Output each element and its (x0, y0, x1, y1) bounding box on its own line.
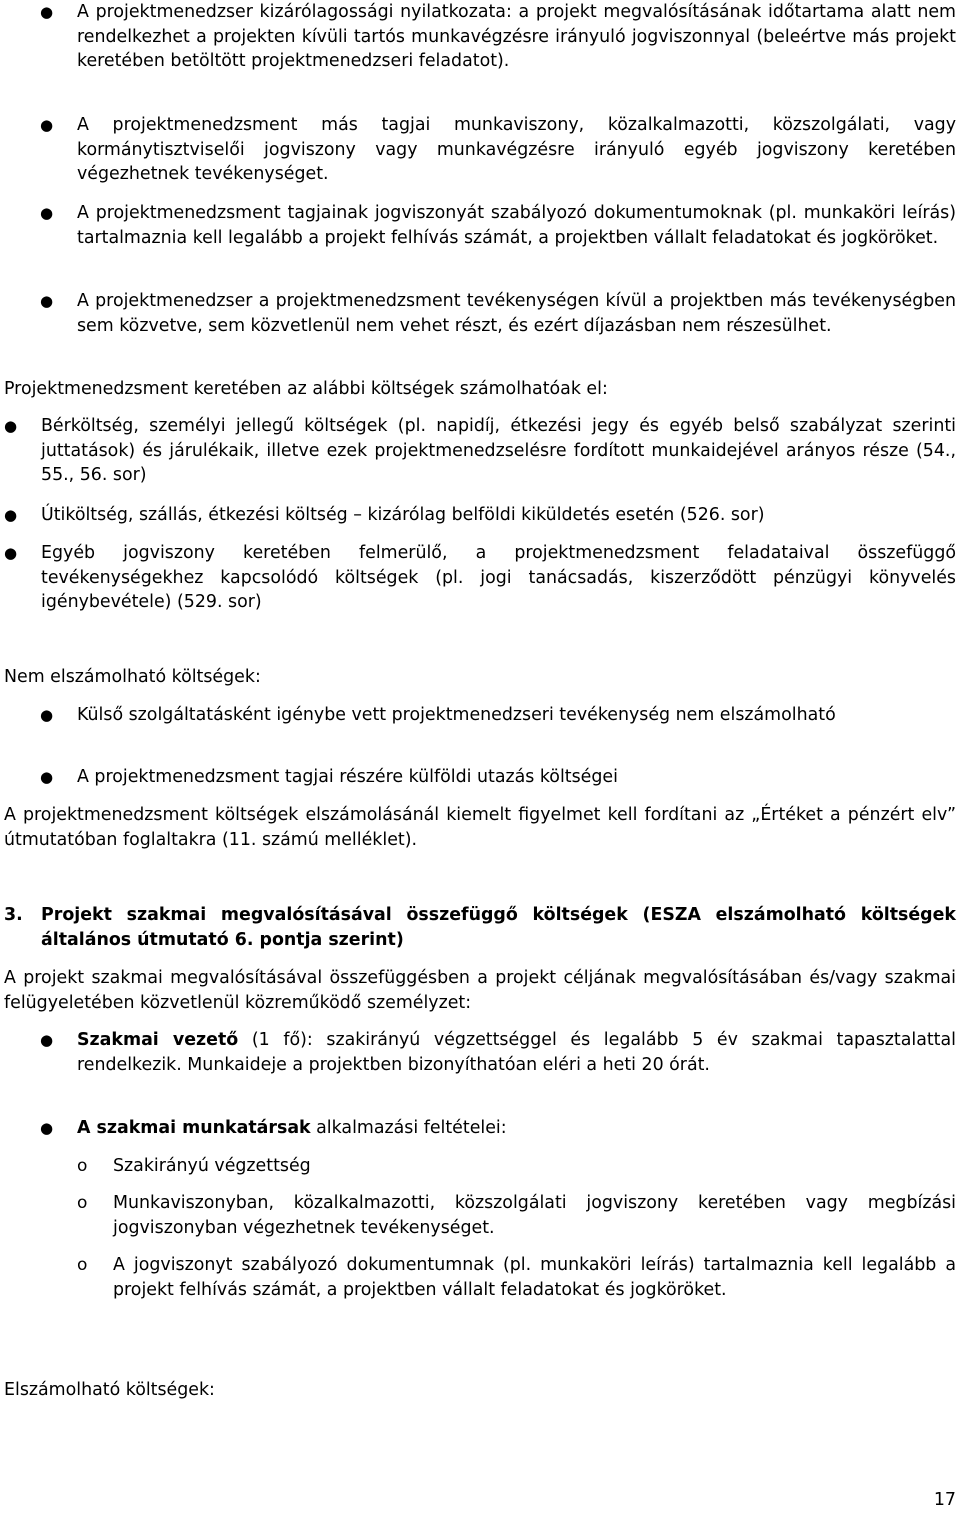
bullet-text: Bérköltség, személyi jellegű költségek (pl. napidíj, étkezési jegy és egyéb belső szabályzat szerinti juttatások) és járulékaik, illetve ezek projektmenedzselésre fordított munkaidejével arányos része (54., 55., 56. sor) (41, 416, 956, 485)
bullet-icon: ● (40, 116, 54, 134)
section-number: 3. (4, 905, 23, 925)
bullet-text: A projektmenedzser a projektmenedzsment tevékenységen kívül a projektben más tevékenységben sem közvetve, sem közvetlenül nem vehet részt, és ezért díjazásban nem részesülhet. (77, 291, 956, 336)
sub-list-item (4, 1191, 956, 1240)
bullet-icon: ● (40, 1119, 54, 1137)
bullet-item (4, 765, 956, 790)
circle-bullet-icon: o (77, 1255, 88, 1275)
lead-role: Szakmai vezető (77, 1030, 239, 1050)
sub-list-item (4, 1154, 956, 1179)
bullet-item (4, 201, 956, 250)
section-heading (4, 903, 956, 952)
staff-role: A szakmai munkatársak (77, 1118, 311, 1138)
section-title: Projekt szakmai megvalósításával összefüggő költségek (ESZA elszámolható költségek általános útmutató 6. pontja szerint) (41, 905, 956, 950)
bullet-text (77, 1028, 956, 1077)
sub-list-item (4, 1253, 956, 1302)
bullet-item (4, 541, 956, 615)
bullet-item (4, 1116, 956, 1141)
bullet-text: Útiköltség, szállás, étkezési költség – kizárólag belföldi kiküldetés esetén (526. sor) (41, 505, 765, 525)
bullet-icon: ● (40, 3, 54, 21)
bullet-icon: ● (4, 506, 18, 524)
non-eligible-title: Nem elszámolható költségek: (4, 667, 261, 687)
sub-list-text: Munkaviszonyban, közalkalmazotti, közszolgálati jogviszony keretében vagy megbízási jogviszonyban végezhetnek tevékenységet. (113, 1193, 956, 1238)
sub-list-text: A jogviszonyt szabályozó dokumentumnak (pl. munkaköri leírás) tartalmaznia kell legalább a projekt felhívás számát, a projektben vállalt feladatokat és jogköröket. (113, 1255, 956, 1300)
bullet-icon: ● (4, 417, 18, 435)
bullet-text: A projektmenedzsment tagjainak jogviszonyát szabályozó dokumentumoknak (pl. munkaköri leírás) tartalmaznia kell legalább a projekt felhívás számát, a projektben vállalt feladatokat és jogköröket. (77, 203, 956, 248)
bullet-item (4, 113, 956, 187)
bullet-icon: ● (40, 1031, 54, 1049)
bullet-text: A projektmenedzser kizárólagossági nyilatkozata: a projekt megvalósításának időtartama alatt nem rendelkezhet a projekten kívüli tartós munkavégzésre irányuló jogviszonnyal (beleértve más projekt keretében betöltött projektmenedzseri feladatot). (77, 2, 956, 71)
bullet-icon: ● (40, 706, 54, 724)
bullet-item (4, 703, 956, 728)
circle-bullet-icon: o (77, 1156, 88, 1176)
lead-description: (1 fő): szakirányú végzettséggel és legalább 5 év szakmai tapasztalattal rendelkezik. Munkaideje a projektben bizonyíthatóan eléri a heti 20 órát. (77, 1030, 956, 1075)
bullet-item (4, 0, 956, 74)
bullet-icon: ● (4, 544, 18, 562)
bullet-item (4, 1028, 956, 1077)
staff-description: alkalmazási feltételei: (310, 1118, 507, 1138)
bullet-text (77, 1116, 956, 1141)
bullet-text: Külső szolgáltatásként igénybe vett projektmenedzseri tevékenység nem elszámolható (77, 705, 836, 725)
sub-list-text: Szakirányú végzettség (113, 1156, 311, 1176)
bullet-item (4, 414, 956, 488)
page-number: 17 (933, 1490, 956, 1510)
section-intro: A projekt szakmai megvalósításával összefüggésben a projekt céljának megvalósításában és/vagy szakmai felügyeletében közvetlenül közreműködő személyzet: (4, 968, 956, 1013)
bullet-text: Egyéb jogviszony keretében felmerülő, a projektmenedzsment feladataival összefüggő tevékenységekhez kapcsolódó költségek (pl. jogi tanácsadás, kiszerződött pénzügyi könyvelés igénybevétele) (529. sor) (41, 543, 956, 612)
value-for-money-note: A projektmenedzsment költségek elszámolásánál kiemelt figyelmet kell fordítani az „Értéket a pénzért elv” útmutatóban foglaltakra (11. számú melléklet). (4, 805, 956, 850)
circle-bullet-icon: o (77, 1193, 88, 1213)
bullet-icon: ● (40, 768, 54, 786)
bullet-icon: ● (40, 292, 54, 310)
bullet-icon: ● (40, 204, 54, 222)
eligible-costs-title: Elszámolható költségek: (4, 1380, 215, 1400)
eligible-intro: Projektmenedzsment keretében az alábbi költségek számolhatóak el: (4, 379, 608, 399)
bullet-text: A projektmenedzsment más tagjai munkaviszony, közalkalmazotti, közszolgálati, vagy kormánytisztviselői jogviszony vagy munkavégzésre irányuló egyéb jogviszony keretében végezhetnek tevékenységet. (77, 115, 956, 184)
bullet-item (4, 289, 956, 338)
bullet-text: A projektmenedzsment tagjai részére külföldi utazás költségei (77, 767, 618, 787)
bullet-item (4, 503, 956, 528)
